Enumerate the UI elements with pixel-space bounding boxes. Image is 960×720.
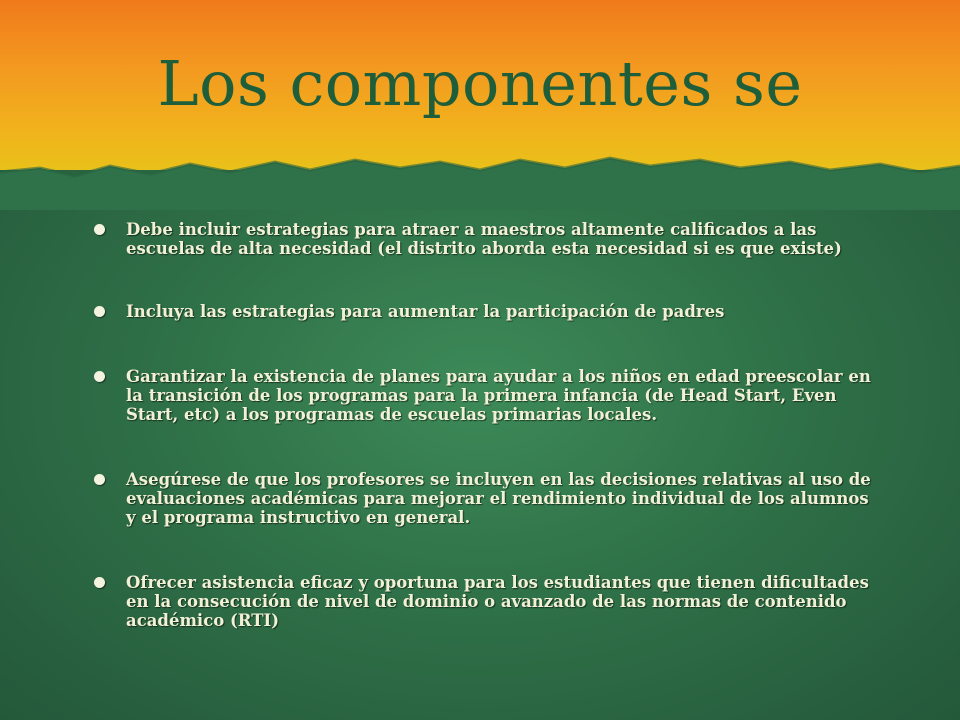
bullet-text: Asegúrese de que los profesores se incluyen en las decisiones relativas al uso de evaluaciones académicas para mejorar el rendimiento individual de los alumnos y el programa instructivo en general. <box>126 470 871 527</box>
bullet-list <box>92 220 882 630</box>
bullet-text: Debe incluir estrategias para atraer a maestros altamente calificados a las escuelas de alta necesidad (el distrito aborda esta necesidad si es que existe) <box>126 220 842 258</box>
bullet-text: Garantizar la existencia de planes para ayudar a los niños en edad preescolar en la transición de los programas para la primera infancia (de Head Start, Even Start, etc) a los programas de escuelas primarias locales. <box>126 367 871 424</box>
bullet-dot-icon <box>94 474 105 485</box>
bullet-dot-icon <box>94 371 105 382</box>
bullet-dot-icon <box>94 577 105 588</box>
bullet-dot-icon <box>94 306 105 317</box>
bullet-item <box>92 470 882 527</box>
bullet-text: Ofrecer asistencia eficaz y oportuna para los estudiantes que tienen dificultades en la consecución de nivel de dominio o avanzado de las normas de contenido académico (RTI) <box>126 573 869 630</box>
bullet-item <box>92 302 882 321</box>
torn-edge-divider <box>0 150 960 210</box>
bullet-item <box>92 367 882 424</box>
bullet-item <box>92 573 882 630</box>
bullet-item <box>92 220 882 258</box>
slide-title: Los componentes se <box>157 47 803 120</box>
bullet-dot-icon <box>94 224 105 235</box>
bullet-text: Incluya las estrategias para aumentar la participación de padres <box>126 302 725 321</box>
